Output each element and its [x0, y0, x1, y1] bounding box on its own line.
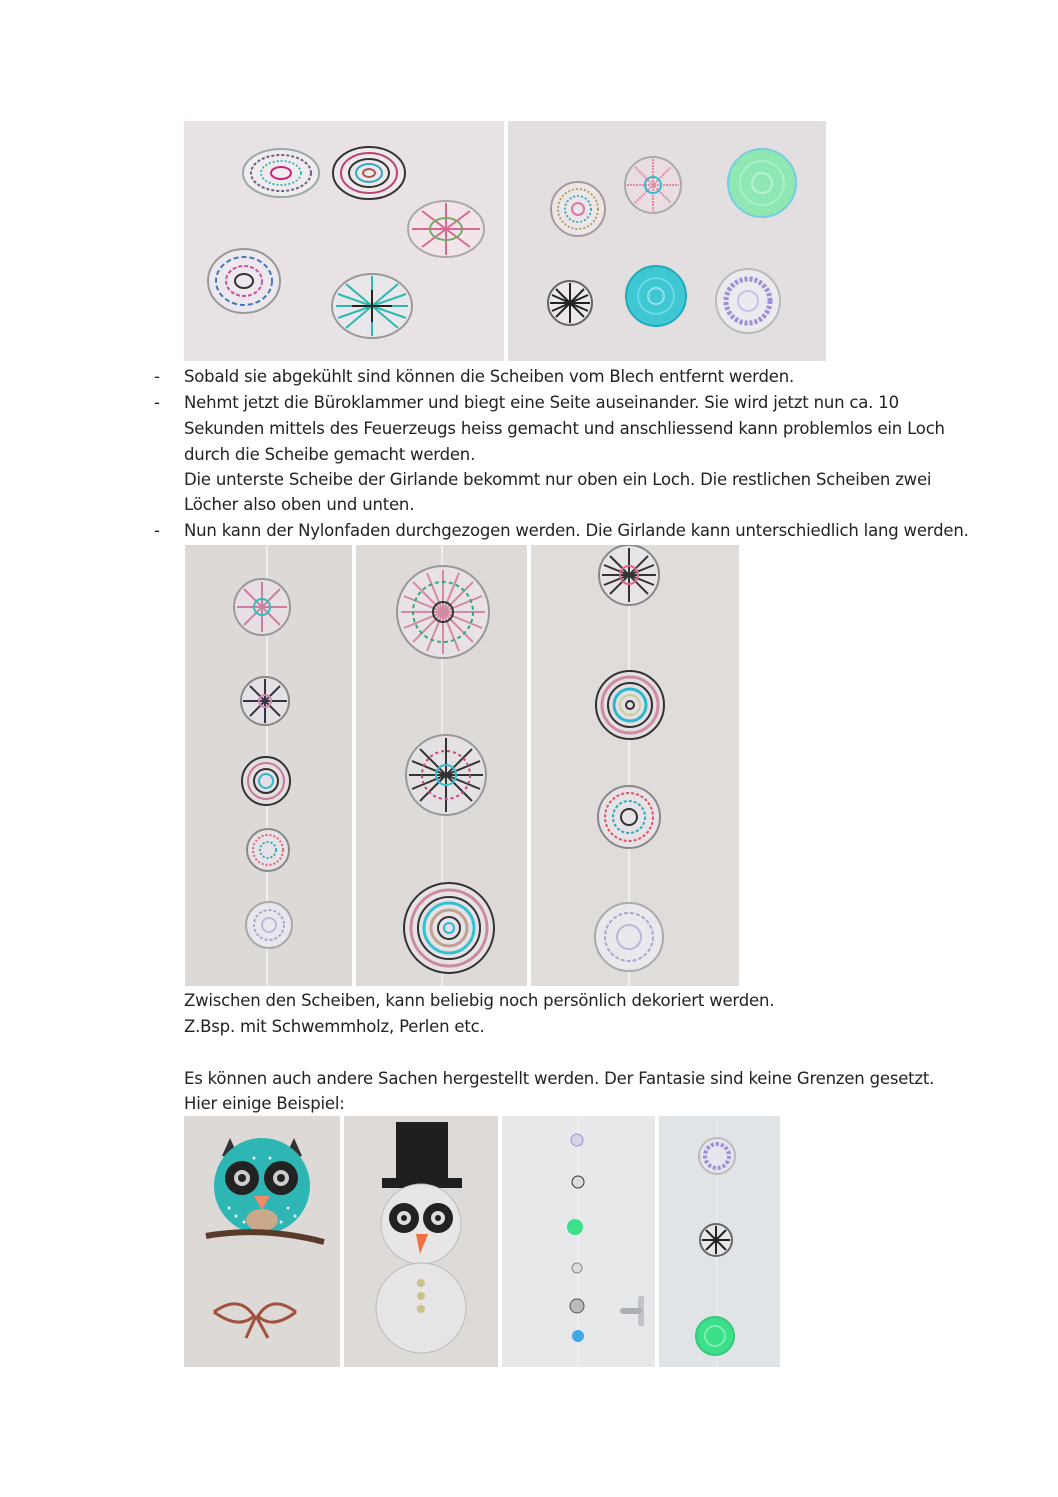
step-text: Die unterste Scheibe der Girlande bekommt nur oben ein Loch. Die restlichen Scheiben zwei [184, 470, 932, 489]
step-text: Nehmt jetzt die Büroklammer und biegt eine Seite auseinander. Sie wird jetzt nun ca. 10 [184, 393, 899, 412]
photo-garland-1-art [185, 545, 352, 986]
examples-heading: Hier einige Beispiel: [184, 1094, 345, 1113]
disc [595, 903, 663, 971]
disc [404, 883, 494, 973]
decor-note: Zwischen den Scheiben, kann beliebig noch persönlich dekoriert werden. [184, 991, 775, 1010]
photo-discs-on-tray-2 [508, 121, 826, 361]
disc [598, 786, 660, 848]
disc [406, 735, 486, 815]
photo-garland-2 [356, 545, 527, 986]
bullet-dash: - [154, 393, 160, 412]
disc [699, 1138, 735, 1174]
disc [242, 757, 290, 805]
step-text: Sekunden mittels des Feuerzeugs heiss gemacht und anschliessend kann problemlos ein Loch [184, 419, 945, 438]
bullet-dash: - [154, 367, 160, 386]
disc [626, 266, 686, 326]
photo-garland-3-art [531, 545, 739, 986]
step-text: Löcher also oben und unten. [184, 495, 415, 514]
photo-discs-on-tray-1 [184, 121, 504, 361]
bullet-dash: - [154, 521, 160, 540]
disc [599, 545, 659, 605]
disc [625, 157, 681, 213]
photo-snowman-example-art [344, 1116, 498, 1367]
disc [397, 566, 489, 658]
other-items-note: Es können auch andere Sachen hergestellt werden. Der Fantasie sind keine Grenzen gesetzt. [184, 1069, 935, 1088]
disc [332, 274, 412, 338]
disc [333, 147, 405, 199]
disc [234, 579, 290, 635]
disc [243, 149, 319, 197]
photo-discs-on-tray-2-art [508, 121, 826, 361]
disc [548, 281, 592, 325]
disc [408, 201, 484, 257]
disc [696, 1317, 734, 1355]
photo-wall-garland-example-art [659, 1116, 780, 1367]
photo-garland-3 [531, 545, 739, 986]
photo-wall-garland-example [659, 1116, 780, 1367]
disc [208, 249, 280, 313]
photo-door-garland-example-art [502, 1116, 655, 1367]
photo-garland-1 [185, 545, 352, 986]
photo-discs-on-tray-1-art [184, 121, 504, 361]
step-text: Nun kann der Nylonfaden durchgezogen werden. Die Girlande kann unterschiedlich lang werden. [184, 521, 969, 540]
photo-owl-example [184, 1116, 340, 1367]
disc [551, 182, 605, 236]
decor-note: Z.Bsp. mit Schwemmholz, Perlen etc. [184, 1017, 485, 1036]
step-text: Sobald sie abgekühlt sind können die Scheiben vom Blech entfernt werden. [184, 367, 794, 386]
disc [246, 902, 292, 948]
photo-garland-2-art [356, 545, 527, 986]
disc [241, 677, 289, 725]
disc [700, 1224, 732, 1256]
disc [728, 149, 796, 217]
photo-snowman-example [344, 1116, 498, 1367]
disc [596, 671, 664, 739]
step-text: durch die Scheibe gemacht werden. [184, 445, 476, 464]
disc [247, 829, 289, 871]
photo-door-garland-example [502, 1116, 655, 1367]
photo-owl-example-art [184, 1116, 340, 1367]
disc [716, 269, 780, 333]
